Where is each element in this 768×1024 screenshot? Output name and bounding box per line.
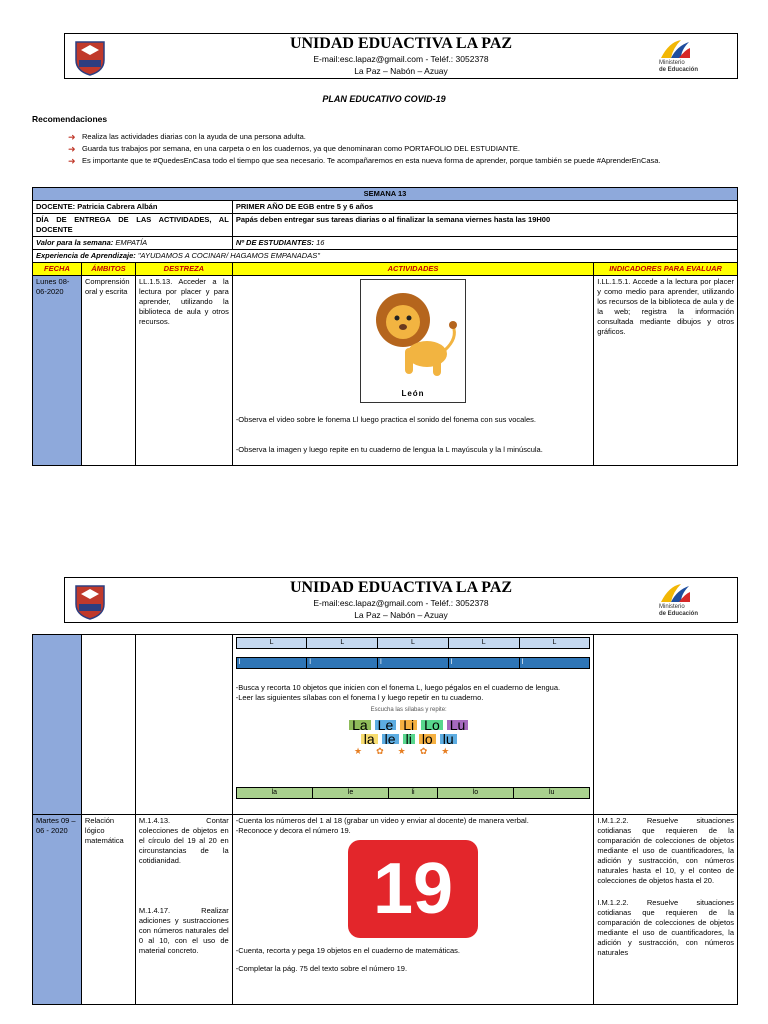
plan-title: PLAN EDUCATIVO COVID-19: [322, 94, 446, 104]
row1-activities-continued: [232, 635, 594, 815]
ministry-logo: [659, 582, 729, 620]
syllable-tile: Li: [400, 720, 417, 730]
syllable-row: [236, 787, 591, 799]
syllables-lower-row: [324, 731, 494, 747]
col-actividades: ACTIVIDADES: [232, 263, 593, 276]
syllables-caption: Escucha las sílabas y repite:: [370, 707, 447, 713]
row2-indicator-2: I.M.1.2.2. Resuelve situaciones cotidianas que requieren de la comparación de colecciones de objetos mediante el uso de cuantificadores, la adición y sustracción, con números naturales: [597, 898, 734, 957]
uppercase-letter-row: [236, 637, 591, 649]
letter-cell: L: [378, 638, 449, 649]
recommendation-text: Guarda tus trabajos por semana, en una carpeta o en los cuadernos, ya que denominaran como PORTAFOLIO DEL ESTUDIANTE.: [82, 144, 520, 153]
ministry-line-1: Ministerio: [659, 604, 685, 610]
letter-cell: L: [519, 638, 590, 649]
row1-date: Lunes 08-06-2020: [33, 276, 82, 466]
letter-cell: L: [307, 638, 378, 649]
row2-destreza-2: M.1.4.17. Realizar adiciones y sustracciones con números naturales del 0 al 10, con el uso de material concreto.: [138, 906, 229, 955]
syllable-tile: Le: [375, 720, 397, 730]
row1-ambito-continued: [81, 635, 135, 815]
ministry-line-2: de Educación: [659, 67, 699, 73]
plan-table-page2: [32, 634, 738, 1005]
experience-label: Experiencia de Aprendizaje:: [36, 251, 136, 260]
row2-activities: [232, 815, 594, 1005]
experience-cell: [33, 250, 738, 263]
syllable-tile: lo: [419, 734, 436, 744]
recommendation-text: Realiza las actividades diarias con la ayuda de una persona adulta.: [82, 132, 306, 141]
week-header: SEMANA 13: [33, 188, 738, 201]
school-name: UNIDAD EDUACTIVA LA PAZ: [289, 35, 513, 52]
syllable-tile: la: [361, 734, 378, 744]
syllable-cell: le: [312, 788, 388, 799]
row1-activity-2: -Observa la imagen y luego repite en tu cuaderno de lengua la L mayúscula y la l minúscula.: [235, 445, 543, 454]
lowercase-letter-row: [236, 657, 591, 669]
bullet-icon: ➜: [68, 144, 76, 154]
row1-activity-1: -Observa el video sobre le fonema Ll luego practica el sonido del fonema con sus vocales.: [235, 415, 536, 424]
syllables-image: [324, 705, 494, 783]
letter-cell: l: [307, 658, 378, 669]
students-cell: [232, 237, 737, 250]
syllable-tile: li: [403, 734, 415, 744]
ministry-line-2: de Educación: [659, 611, 699, 617]
row2-activity-2: -Reconoce y decora el número 19.: [235, 826, 351, 835]
letter-cell: l: [448, 658, 519, 669]
school-contact: E-mail:esc.lapaz@gmail.com - Teléf.: 3052378: [313, 54, 489, 64]
recommendations-title: Recomendaciones: [32, 114, 108, 124]
col-indicadores: INDICADORES PARA EVALUAR: [594, 263, 738, 276]
row1-indicator: I.LL.1.5.1. Accede a la lectura por placer y como medio para aprender, utilizando los recursos de la biblioteca de aula y de la web; registra la información consultada mediante dibujos y otros gráficos.: [594, 276, 738, 466]
value-text: EMPATÍA: [115, 238, 148, 247]
lion-card: [360, 279, 466, 403]
row2-indicator-1: I.M.1.2.2. Resuelve situaciones cotidianas que requieren de la comparación de colecciones de objetos mediante el uso de cuantificadores, la adición y sustracción, con números naturales hasta el 10, y el conteo de colecciones de objetos hasta el 20.: [597, 816, 734, 885]
row1-activities: [232, 276, 593, 466]
ministry-emblem-icon: [659, 38, 691, 60]
row2-activity-3: -Cuenta, recorta y pega 19 objetos en el cuaderno de matemáticas.: [235, 946, 461, 955]
recommendation-item: [68, 155, 732, 167]
syllable-cell: lo: [437, 788, 513, 799]
row2-indicators: [594, 815, 738, 1005]
recommendation-item: [68, 143, 732, 155]
students-label: Nº DE ESTUDIANTES:: [235, 238, 314, 247]
syllable-tile: le: [382, 734, 399, 744]
school-header-page2: [64, 577, 738, 623]
syllable-tile: lu: [440, 734, 457, 744]
row2-activity-4: -Completar la pág. 75 del texto sobre el número 19.: [235, 964, 408, 973]
page2-activity-2: -Leer las siguientes sílabas con el fonema l y luego repetir en tu cuaderno.: [235, 693, 484, 702]
syllables-decoration-icon: ★✿★✿★: [354, 746, 464, 756]
row2-destreza: [135, 815, 232, 1005]
row1-ambito: Comprensión oral y escrita: [81, 276, 135, 466]
syllable-cell: lu: [514, 788, 590, 799]
ministry-text: [659, 604, 698, 618]
ministry-logo: [659, 38, 729, 76]
ministry-line-1: Ministerio: [659, 60, 685, 66]
row2-activity-1: -Cuenta los números del 1 al 18 (grabar un video y enviar al docente) de manera verbal.: [235, 816, 529, 825]
letter-cell: l: [236, 658, 307, 669]
ministry-emblem-icon: [659, 582, 691, 604]
school-name: UNIDAD EDUACTIVA LA PAZ: [289, 579, 513, 596]
row1-date-continued: [33, 635, 82, 815]
syllable-tile: Lo: [421, 720, 443, 730]
row1-indicator-continued: [594, 635, 738, 815]
letter-cell: L: [448, 638, 519, 649]
row2-ambito: Relación lógico matemática: [81, 815, 135, 1005]
syllable-tile: La: [349, 720, 371, 730]
row2-destreza-1: M.1.4.13. Contar colecciones de objetos en el círculo del 19 al 20 en circunstancias de la cotidianidad.: [138, 816, 229, 865]
col-destreza: DESTREZA: [135, 263, 232, 276]
lion-image: [363, 282, 463, 382]
col-fecha: FECHA: [33, 263, 82, 276]
value-cell: [33, 237, 233, 250]
letter-cell: L: [236, 638, 307, 649]
school-location: La Paz – Nabón – Azuay: [354, 610, 448, 620]
syllable-tile: Lu: [447, 720, 469, 730]
row2-date: Martes 09 – 06 - 2020: [33, 815, 82, 1005]
lion-caption: León: [401, 389, 425, 398]
grade-cell: PRIMER AÑO DE EGB entre 5 y 6 años: [232, 201, 737, 214]
syllable-cell: la: [236, 788, 312, 799]
school-header: [64, 33, 738, 79]
delivery-label: DÍA DE ENTREGA DE LAS ACTIVIDADES, AL DOCENTE: [33, 214, 233, 237]
ministry-text: [659, 60, 698, 74]
bullet-icon: ➜: [68, 156, 76, 166]
number-19-tile: 19: [348, 840, 478, 938]
row1-destreza: LL.1.5.13. Acceder a la lectura por placer y para aprender, utilizando la biblioteca de aula y otros recursos.: [135, 276, 232, 466]
delivery-text: Papás deben entregar sus tareas diarias o al finalizar la semana viernes hasta las 19H00: [232, 214, 737, 237]
letter-cell: l: [378, 658, 449, 669]
value-label: Valor para la semana:: [36, 238, 114, 247]
row1-destreza-continued: [135, 635, 232, 815]
bullet-icon: ➜: [68, 132, 76, 142]
col-ambitos: ÁMBITOS: [81, 263, 135, 276]
school-location: La Paz – Nabón – Azuay: [354, 66, 448, 76]
recommendation-text: Es importante que te #QuedesEnCasa todo el tiempo que sea necesario. Te acompañaremos en esta nueva forma de aprender, porque también se puede #AprenderEnCasa.: [82, 156, 661, 165]
school-contact: E-mail:esc.lapaz@gmail.com - Teléf.: 3052378: [313, 598, 489, 608]
letter-cell: l: [519, 658, 590, 669]
page2-activity-1: -Busca y recorta 10 objetos que inicien con el fonema L, luego pégalos en el cuaderno de lengua.: [235, 683, 561, 692]
experience-text: "AYUDAMOS A COCINAR/ HAGAMOS EMPANADAS": [137, 251, 320, 260]
plan-table: [32, 187, 738, 466]
syllable-cell: li: [389, 788, 438, 799]
students-count: 16: [316, 238, 325, 247]
syllables-upper-row: [324, 717, 494, 733]
teacher-cell: DOCENTE: Patricia Cabrera Albán: [33, 201, 233, 214]
recommendation-item: [68, 131, 732, 143]
